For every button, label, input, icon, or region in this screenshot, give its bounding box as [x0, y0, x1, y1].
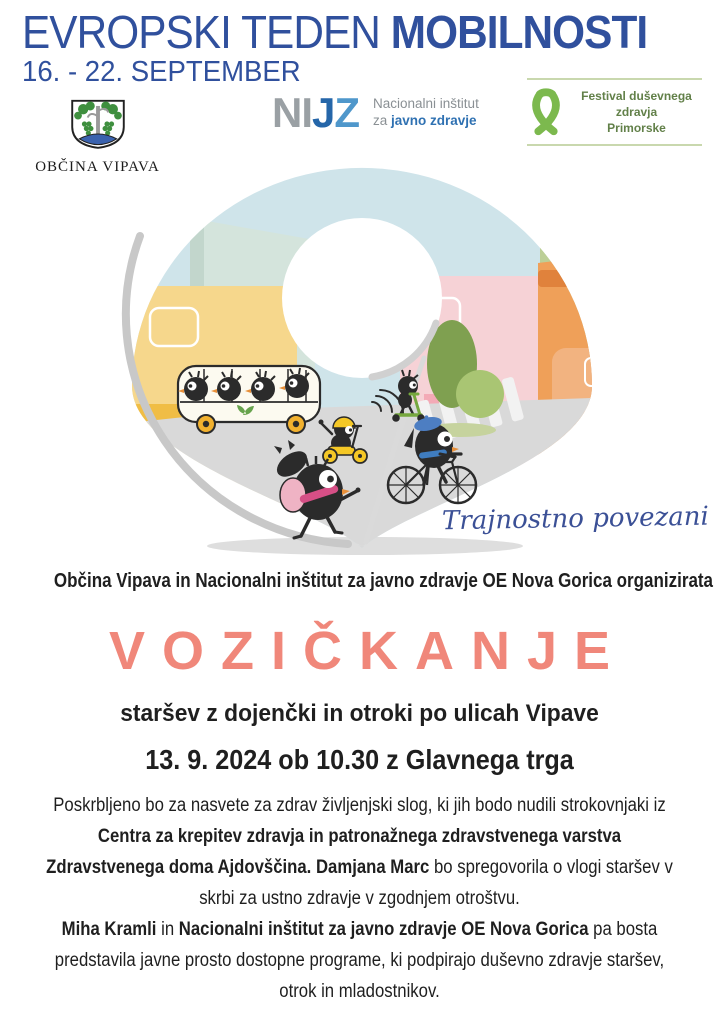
organizer-line: Občina Vipava in Nacionalni inštitut za javno zdravje OE Nova Gorica organizirata — [53, 570, 714, 592]
festival-label-line2: Primorske — [607, 121, 666, 136]
event-title: VOZIČKANJE — [108, 621, 628, 681]
nijz-acronym-z: Z — [334, 89, 360, 136]
desc-text: in — [156, 919, 179, 940]
desc-text: Poskrbljeno bo za nasvete za zdrav življenjski slog, ki jih bodo nudili strokovnjaki iz — [53, 795, 666, 816]
description-paragraph-1 — [43, 790, 676, 914]
festival-ribbon-icon — [529, 84, 563, 140]
nijz-acronym-grey: NI — [272, 89, 312, 136]
festival-logo — [527, 78, 702, 146]
nijz-tagline — [373, 96, 479, 130]
event-subtitle: staršev z dojenčki in otroki po ulicah Vipave — [120, 700, 599, 727]
description-paragraph-2 — [43, 914, 676, 1007]
page-title — [22, 8, 647, 56]
nijz-tagline-bold: javno zdravje — [391, 112, 477, 128]
desc-text-bold: Centra za krepitev zdravja in patronažnega zdravstvenega varstva Zdravstvenega doma Ajdovščina. Damjana Marc — [46, 826, 622, 878]
desc-text-bold: Nacionalni inštitut za javno zdravje OE Nova Gorica — [178, 919, 589, 940]
header-dates: 16. - 22. SEPTEMBER — [22, 56, 301, 88]
nijz-logo — [272, 89, 479, 136]
bus-icon — [178, 366, 320, 433]
desc-text-bold: Miha Kramli — [61, 919, 157, 940]
festival-label-line1: Festival duševnega zdravja — [581, 88, 692, 119]
vipava-coat-of-arms-icon — [69, 92, 127, 156]
nijz-tagline-prefix: za — [373, 112, 392, 128]
festival-label — [571, 88, 702, 137]
nijz-acronym-j: J — [312, 89, 335, 136]
nijz-tagline-line1: Nacionalni inštitut — [373, 96, 479, 111]
desc-text: pa bosta predstavila javne prosto dostopne programe, ki podpirajo duševno zdravje staršev, otrok in mladostnikov. — [54, 919, 665, 1002]
nijz-acronym — [272, 89, 360, 136]
vipava-label: OBČINA VIPAVA — [35, 159, 160, 175]
page-title-regular: EVROPSKI TEDEN — [22, 6, 391, 58]
tagline-script: Trajnostno povezani — [441, 501, 710, 537]
event-description — [43, 790, 676, 1007]
event-datetime: 13. 9. 2024 ob 10.30 z Glavnega trga — [145, 744, 574, 775]
festival-bottom-rule — [527, 144, 702, 146]
nijz-tagline-line2 — [373, 113, 479, 130]
desc-text: bo spregovorila o vlogi staršev v skrbi za ustno zdravje v zgodnjem otroštvu. — [199, 857, 673, 909]
page-title-bold: MOBILNOSTI — [390, 6, 648, 58]
